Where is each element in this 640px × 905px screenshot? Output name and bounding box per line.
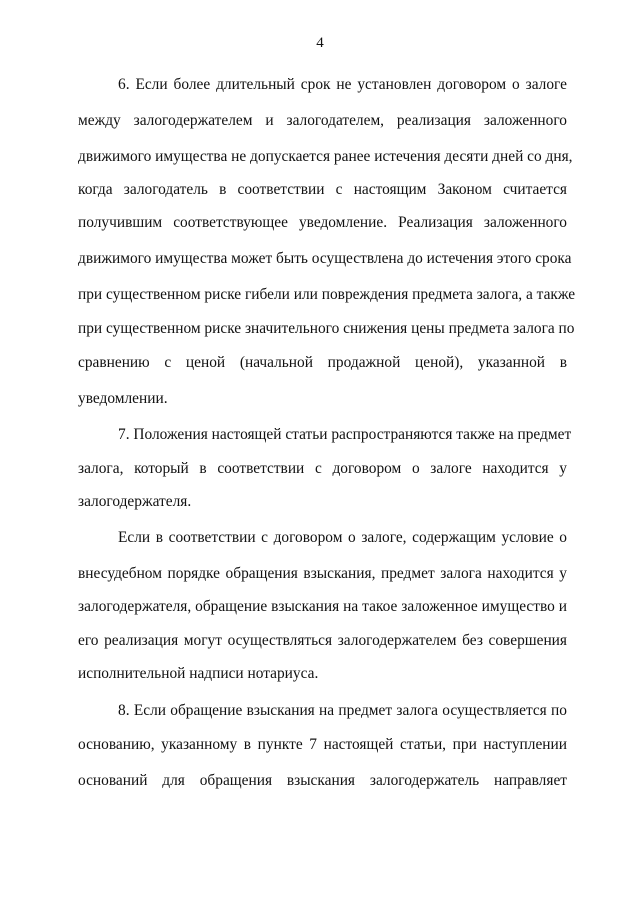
paragraph-6-line: при существенном риске значительного снижения цены предмета залога по <box>78 320 575 337</box>
paragraph-6-line: уведомлении. <box>78 390 168 407</box>
paragraph-7b-line: внесудебном порядке обращения взыскания, предмет залога находится у <box>78 565 567 582</box>
page-number: 4 <box>316 35 324 51</box>
paragraph-6-line: движимого имущества может быть осуществлена до истечения этого срока <box>78 250 572 267</box>
paragraph-7b-line: залогодержателя, обращение взыскания на такое заложенное имущество и <box>78 598 567 615</box>
paragraph-8-line: оснований для обращения взыскания залогодержатель направляет <box>78 772 567 789</box>
paragraph-7-line: 7. Положения настоящей статьи распространяются также на предмет <box>118 426 572 443</box>
paragraph-6-line: получившим соответствующее уведомление. Реализация заложенного <box>78 214 567 231</box>
paragraph-7b-line: исполнительной надписи нотариуса. <box>78 665 319 682</box>
paragraph-8-line: 8. Если обращение взыскания на предмет залога осуществляется по <box>118 702 567 719</box>
paragraph-8-line: основанию, указанному в пункте 7 настоящей статьи, при наступлении <box>78 736 567 753</box>
paragraph-7-line: залогодержателя. <box>78 493 192 510</box>
paragraph-7-line: залога, который в соответствии с договором о залоге находится у <box>78 460 567 477</box>
paragraph-6-line: между залогодержателем и залогодателем, реализация заложенного <box>78 112 567 129</box>
paragraph-6-line: движимого имущества не допускается ранее истечения десяти дней со дня, <box>78 148 573 165</box>
paragraph-6-line: при существенном риске гибели или повреждения предмета залога, а также <box>78 286 576 303</box>
paragraph-6-line: 6. Если более длительный срок не установлен договором о залоге <box>118 76 567 93</box>
paragraph-7b-line: его реализация могут осуществляться залогодержателем без совершения <box>78 632 567 649</box>
paragraph-7b-line: Если в соответствии с договором о залоге, содержащим условие о <box>118 529 567 546</box>
paragraph-6-line: когда залогодатель в соответствии с настоящим Законом считается <box>78 181 567 198</box>
paragraph-6-line: сравнению с ценой (начальной продажной ценой), указанной в <box>78 354 567 371</box>
